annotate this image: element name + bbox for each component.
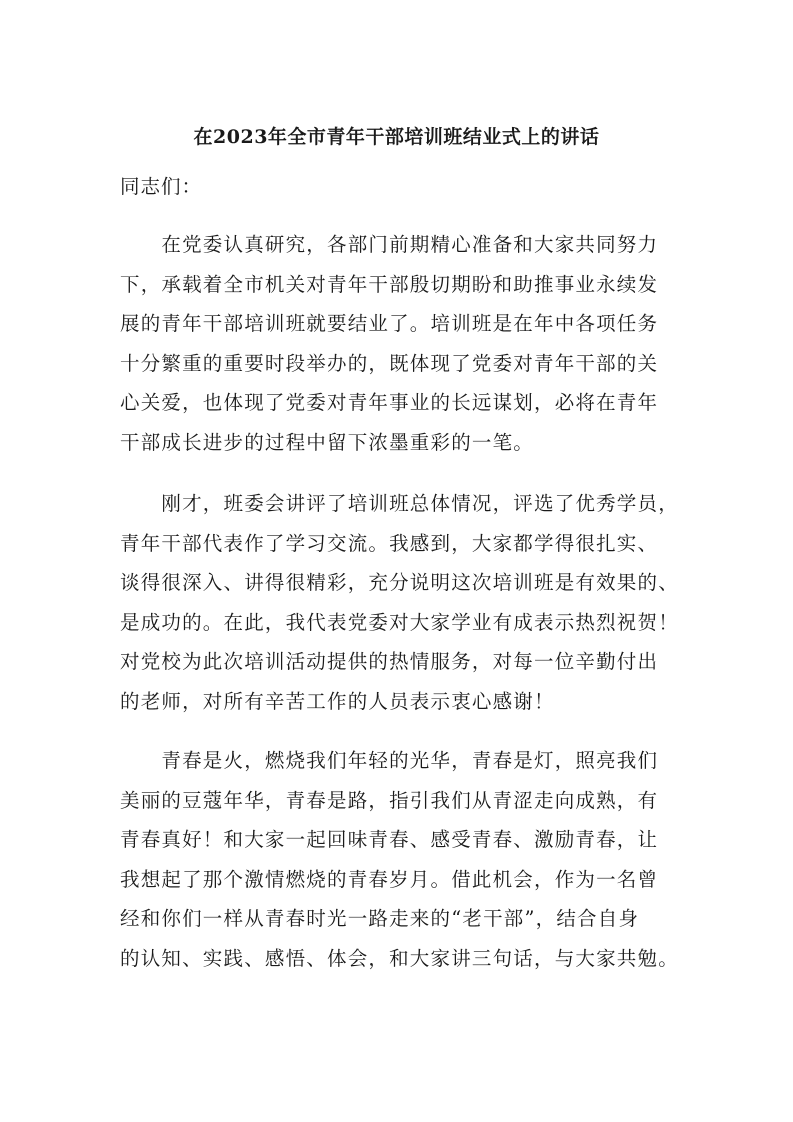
paragraph-3	[120, 741, 686, 978]
paragraph-line: 干部成长进步的过程中留下浓墨重彩的一笔。	[120, 430, 535, 454]
paragraph-line: 的老师，对所有辛苦工作的人员表示衷心感谢！	[120, 689, 555, 713]
paragraph-line: 下，承载着全市机关对青年干部殷切期盼和助推事业永续发	[120, 272, 659, 296]
paragraph-line: 的认知、实践、感悟、体会，和大家讲三句话，与大家共勉。	[120, 946, 679, 970]
paragraph-2	[120, 484, 686, 721]
paragraph-line: 谈得很深入、讲得很精彩，充分说明这次培训班是有效果的、	[120, 571, 679, 594]
salutation: 同志们：	[120, 175, 203, 198]
paragraph-line: 青春真好！和大家一起回味青春、感受青春、激励青春，让	[120, 828, 659, 851]
paragraph-line: 心关爱，也体现了党委对青年事业的长远谋划，必将在青年	[120, 391, 659, 414]
paragraph-1	[120, 225, 686, 462]
paragraph-line: 我想起了那个激情燃烧的青春岁月。借此机会，作为一名曾	[120, 867, 659, 891]
paragraph-line: 青春是火，燃烧我们年轻的光华，青春是灯，照亮我们	[120, 749, 659, 772]
paragraph-line: 对党校为此次培训活动提供的热情服务，对每一位辛勤付出	[120, 650, 659, 673]
paragraph-line: 在党委认真研究，各部门前期精心准备和大家共同努力	[120, 233, 659, 256]
paragraph-line: 经和你们一样从青春时光一路走来的“老干部”，结合自身	[120, 907, 640, 930]
document-title: 在2023年全市青年干部培训班结业式上的讲话	[193, 126, 600, 148]
paragraph-line: 展的青年干部培训班就要结业了。培训班是在年中各项任务	[120, 312, 659, 335]
paragraph-line: 青年干部代表作了学习交流。我感到，大家都学得很扎实、	[120, 531, 659, 555]
paragraph-line: 是成功的。在此，我代表党委对大家学业有成表示热烈祝贺！	[120, 610, 679, 634]
paragraph-line: 美丽的豆蔻年华，青春是路，指引我们从青涩走向成熟，有	[120, 788, 659, 812]
paragraph-line: 刚才，班委会讲评了培训班总体情况，评选了优秀学员，	[120, 492, 679, 515]
paragraph-line: 十分繁重的重要时段举办的，既体现了党委对青年干部的关	[120, 351, 659, 375]
